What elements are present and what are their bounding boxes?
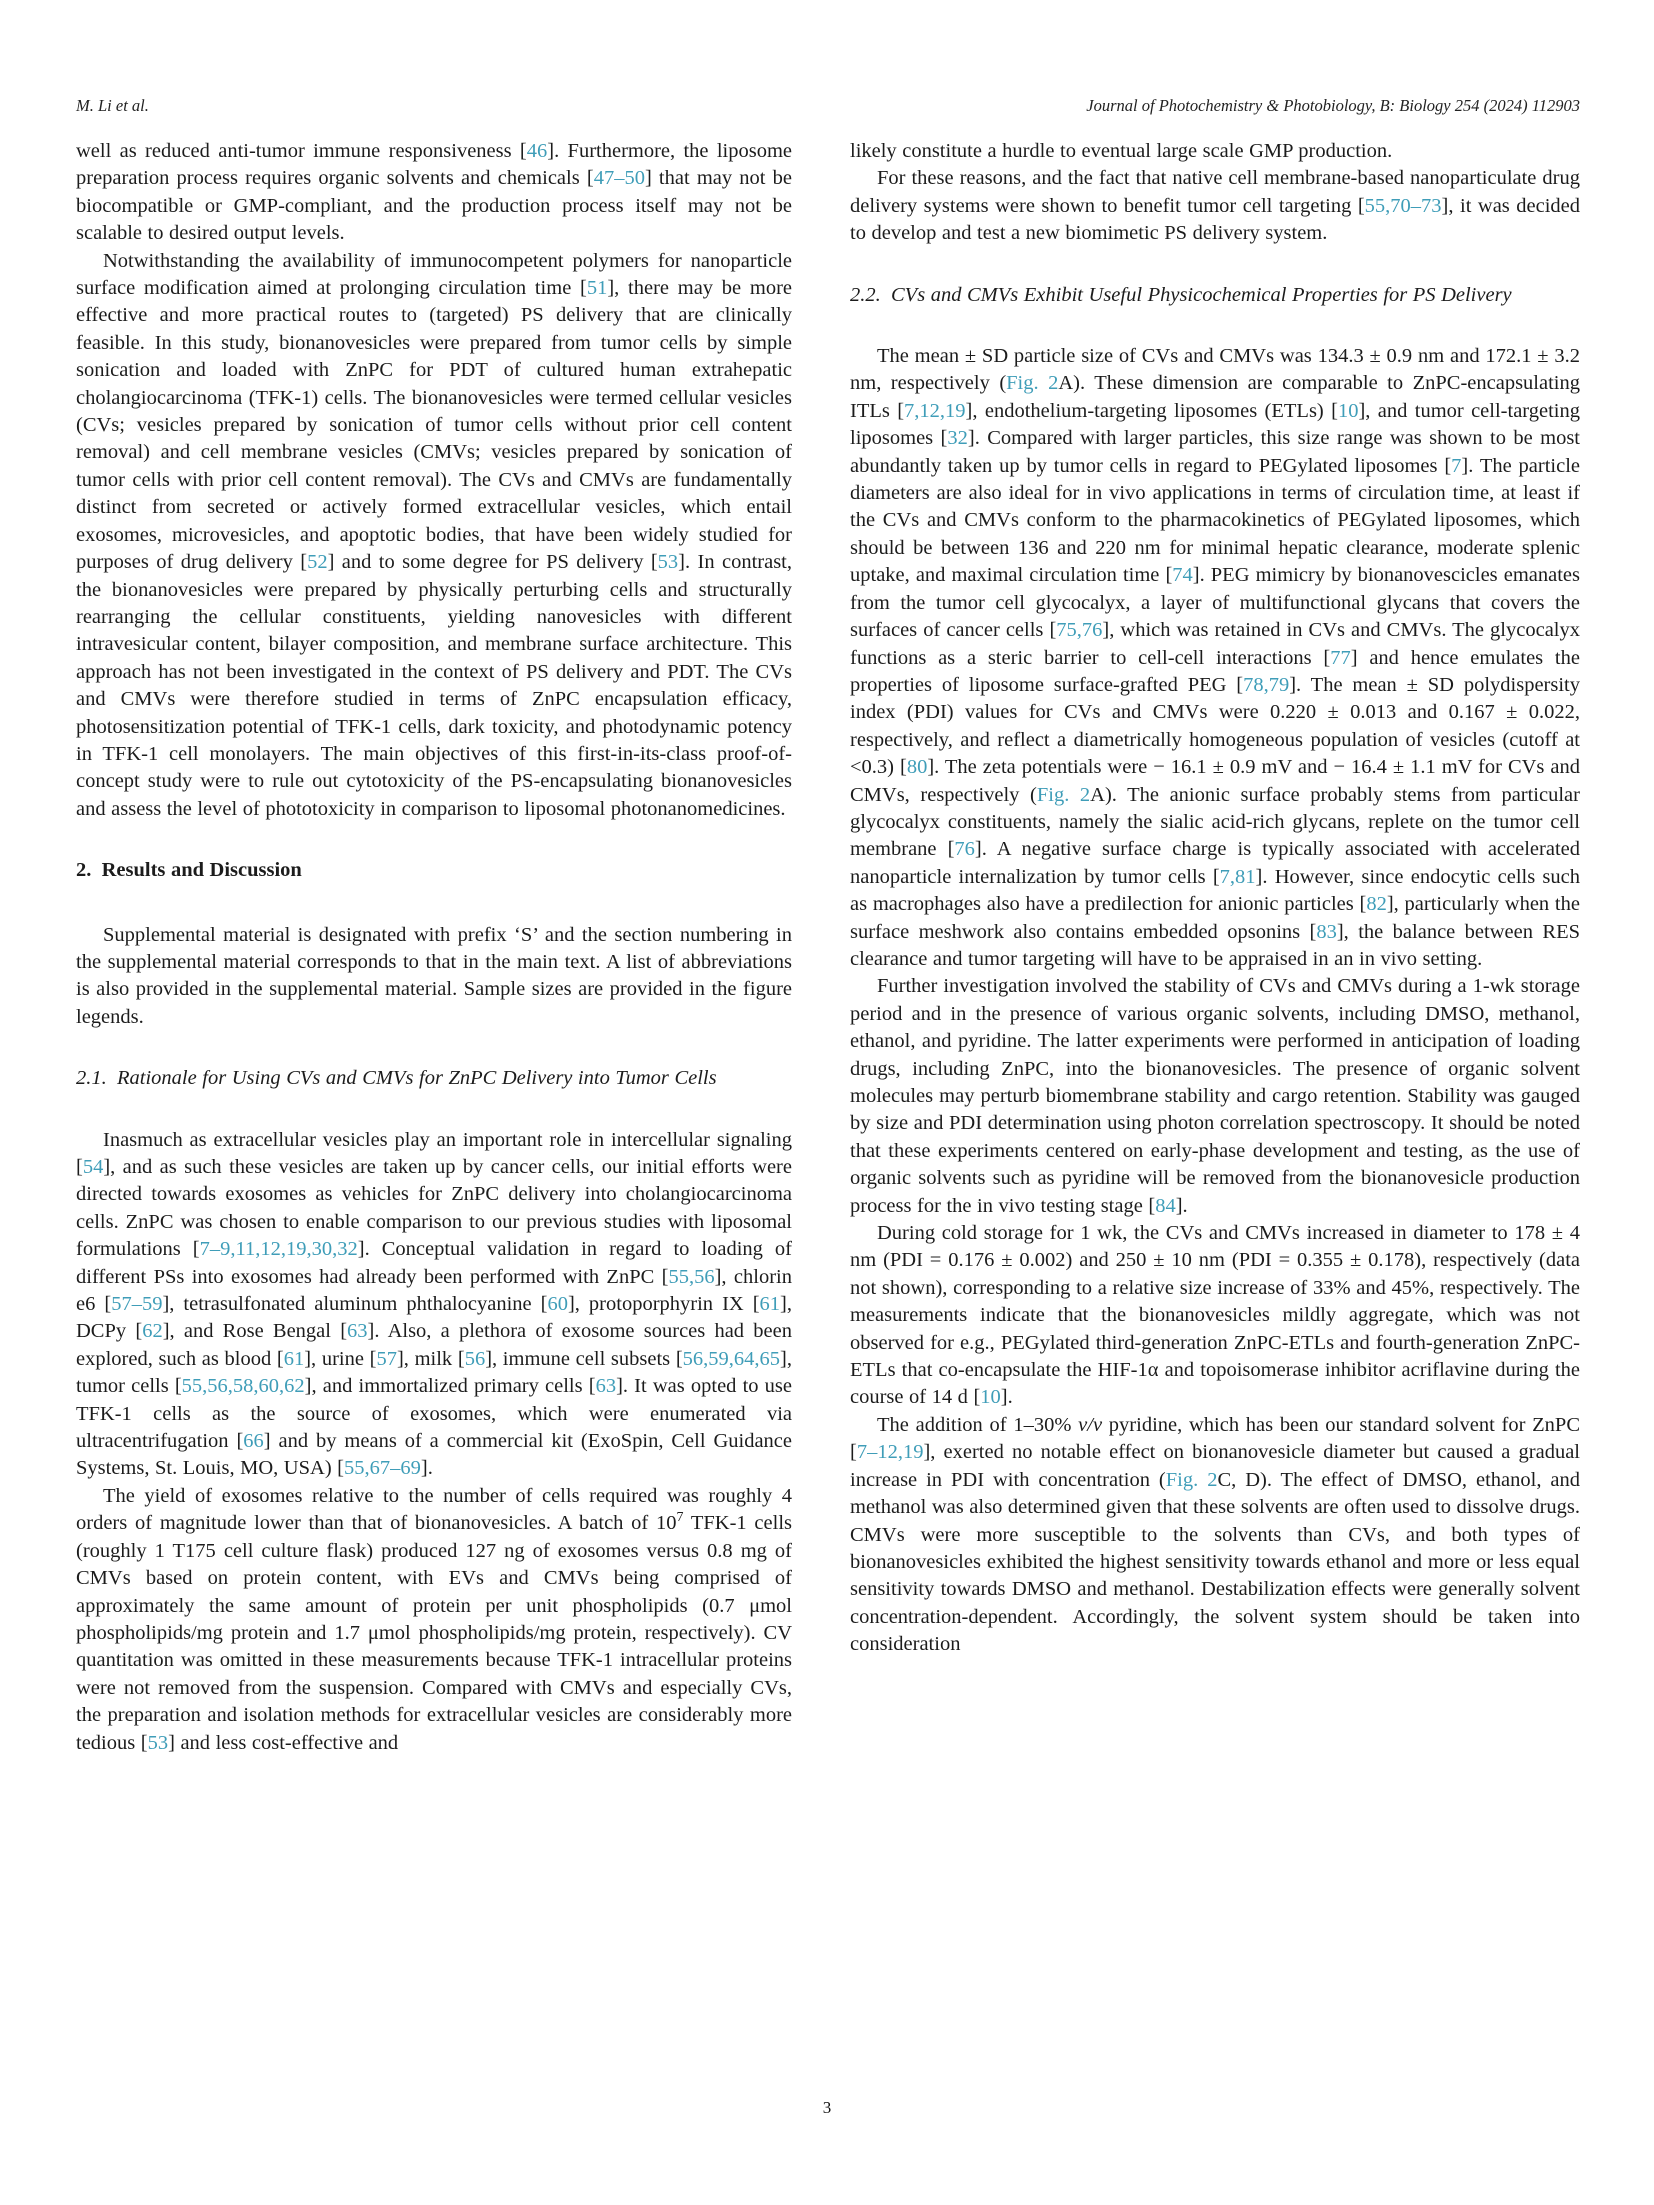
paragraph: The addition of 1–30% v/v pyridine, which has been our standard solvent for ZnPC [7–12,19], exerted no notable effect on bionanovesicle diameter but caused a gradual increase in PDI with concentration (Fig. 2C, D). The effect of DMSO, ethanol, and methanol was also determined given that these solvents are often used to dissolve drugs. CMVs were more susceptible to the solvents than CVs, and both types of bionanovesicles exhibited the highest sensitivity towards ethanol and more or less equal sensitivity towards DMSO and methanol. Destabilization effects were generally solvent concentration-dependent. Accordingly, the solvent system should be taken into consideration <box>850 1413 1581 1656</box>
citation-link[interactable]: 63 <box>595 1375 617 1398</box>
citation-link[interactable]: 61 <box>759 1293 781 1316</box>
citation-link[interactable]: 55,67–69 <box>344 1457 421 1480</box>
page-number: 3 <box>822 2098 832 2117</box>
citation-link[interactable]: 76 <box>954 838 975 861</box>
citation-link[interactable]: 80 <box>906 756 928 779</box>
paragraph: likely constitute a hurdle to eventual large scale GMP production. <box>850 140 1393 162</box>
citation-link[interactable]: 7,81 <box>1219 865 1256 888</box>
citation-link[interactable]: 84 <box>1155 1194 1176 1217</box>
citation-link[interactable]: 55,56,58,60,62 <box>181 1375 305 1398</box>
paragraph: Supplemental material is designated with prefix ‘S’ and the section numbering in the supplemental material corresponds to that in the main text. A list of abbreviations is also provided in the supplemental material. Sample sizes are provided in the figure legends. <box>76 923 792 1028</box>
paragraph: The yield of exosomes relative to the number of cells required was roughly 4 orders of magnitude lower than that of bionanovesicles. A batch of $10^7$ TFK-1 cells (roughly 1 T175 cell culture flask) produced 127 ng of exosomes versus 0.8 mg of CMVs based on protein content, with EVs and CMVs being comprised of approximately the same amount of protein per unit phospholipids (0.7 μmol phospholipids/mg protein and 1.7 μmol phospholipids/mg protein, respectively). CV quantitation was omitted in these measurements because TFK-1 intracellular proteins were not removed from the suspension. Compared with CMVs and especially CVs, the preparation and isolation methods for extracellular vesicles are considerably more tedious [53] and less cost-effective and <box>76 1484 792 1754</box>
paragraph: The mean ± SD particle size of CVs and CMVs was 134.3 ± 0.9 nm and 172.1 ± 3.2 nm, respectively (Fig. 2A). These dimension are comparable to ZnPC-encapsulating ITLs [7,12,19], endothelium-targeting liposomes (ETLs) [10], and tumor cell-targeting liposomes [32]. Compared with larger particles, this size range was shown to be most abundantly taken up by tumor cells in regard to PEGylated liposomes [7]. The particle diameters are also ideal for in vivo applications in terms of circulation time, at least if the CVs and CMVs conform to the pharmacokinetics of PEGylated liposomes, which should be between 136 and 220 nm for minimal hepatic clearance, moderate splenic uptake, and maximal circulation time [74]. PEG mimicry by bionanovescicles emanates from the tumor cell glycocalyx, a layer of multifunctional glycans that covers the surfaces of cancer cells [75,76], which was retained in CVs and CMVs. The glycocalyx functions as a steric barrier to cell-cell interactions [77] and hence emulates the properties of liposome surface-grafted PEG [78,79]. The mean ± SD polydispersity index (PDI) values for CVs and CMVs were 0.220 ± 0.013 and 0.167 ± 0.022, respectively, and reflect a diametrically homogeneous population of vesicles (cutoff at <0.3) [80]. The zeta potentials were − 16.1 ± 0.9 mV and − 16.4 ± 1.1 mV for CVs and CMVs, respectively (Fig. 2A). The anionic surface probably stems from particular glycocalyx constituents, namely the sialic acid-rich glycans, replete on the tumor cell membrane [76]. A negative surface charge is typically associated with accelerated nanoparticle internalization by tumor cells [7,81]. However, since endocytic cells such as macrophages also have a predilection for anionic particles [82], particularly when the surface meshwork also contains embedded opsonins [83], the balance between RES clearance and tumor targeting will have to be appraised in an in vivo setting. <box>850 345 1580 970</box>
citation-link[interactable]: 55,70–73 <box>1364 194 1442 217</box>
citation-link[interactable]: 7 <box>1451 454 1462 477</box>
paragraph: For these reasons, and the fact that native cell membrane-based nanoparticulate drug delivery systems were shown to benefit tumor cell targeting [55,70–73], it was decided to develop and test a new biomimetic PS delivery system. <box>850 167 1581 245</box>
citation-link[interactable]: 7–9,11,12,19,30,32 <box>199 1238 358 1261</box>
citation-link[interactable]: 75,76 <box>1056 619 1103 642</box>
citation-link[interactable]: 53 <box>147 1731 169 1754</box>
journal-running-head: Journal of Photochemistry & Photobiology, B: Biology 254 (2024) 112903 <box>1086 96 1580 115</box>
citation-link[interactable]: 78,79 <box>1243 673 1290 696</box>
citation-link[interactable]: 62 <box>142 1320 163 1343</box>
citation-link[interactable]: 51 <box>586 277 608 300</box>
citation-link[interactable]: 10 <box>1337 399 1359 422</box>
citation-link[interactable]: 53 <box>657 551 679 574</box>
citation-link[interactable]: 7–12,19 <box>856 1441 924 1464</box>
section-heading: 2. Results and Discussion <box>76 859 302 882</box>
citation-link[interactable]: 66 <box>243 1430 264 1453</box>
citation-link[interactable]: 7,12,19 <box>904 399 966 422</box>
citation-link[interactable]: Fig. 2 <box>1036 783 1091 806</box>
left-column <box>76 138 792 1757</box>
citation-link[interactable]: 57 <box>376 1347 397 1370</box>
italic-text: v/v <box>1078 1413 1103 1436</box>
citation-link[interactable]: 54 <box>82 1156 104 1178</box>
citation-link[interactable]: 55,56 <box>668 1265 715 1288</box>
citation-link[interactable]: 83 <box>1316 920 1337 943</box>
subsection-heading: 2.1. Rationale for Using CVs and CMVs for ZnPC Delivery into Tumor Cells <box>76 1067 717 1090</box>
citation-link[interactable]: 60 <box>547 1293 568 1316</box>
citation-link[interactable]: 57–59 <box>111 1293 163 1316</box>
citation-link[interactable]: 63 <box>347 1320 368 1343</box>
paragraph: Further investigation involved the stability of CVs and CMVs during a 1-wk storage period and in the presence of various organic solvents, including DMSO, methanol, ethanol, and pyridine. The latter experiments were performed in anticipation of loading drugs, including ZnPC, into the bionanovesicles. The presence of organic solvent molecules may perturb biomembrane stability and cargo retention. Stability was gauged by size and PDI determination using photon correlation spectroscopy. It should be noted that these experiments centered on early-phase development and testing, as the use of organic solvents such as pyridine will be removed from the bionanovesicle production process for the in vivo testing stage [84]. <box>850 975 1580 1217</box>
superscript: 7 <box>676 1510 684 1526</box>
citation-link[interactable]: 56,59,64,65 <box>682 1347 781 1370</box>
citation-link[interactable]: 52 <box>307 551 328 574</box>
right-column <box>850 138 1580 1659</box>
citation-link[interactable]: 74 <box>1172 564 1193 587</box>
citation-link[interactable]: 61 <box>283 1347 305 1370</box>
paragraph: During cold storage for 1 wk, the CVs and CMVs increased in diameter to 178 ± 4 nm (PDI = 0.176 ± 0.002) and 250 ± 10 nm (PDI = 0.355 ± 0.178), respectively (data not shown), corresponding to a relative size increase of 33% and 45%, respectively. The measurements indicate that the bionanovesicles mildly aggregate, which was not observed for e.g., PEGylated third-generation ZnPC-ETLs and fourth-generation ZnPC-ETLs that co-encapsulate the HIF-1α and topoisomerase inhibitor acriflavine during the course of 14 d [10]. <box>850 1222 1580 1409</box>
citation-link[interactable]: 77 <box>1330 646 1351 669</box>
paragraph: Notwithstanding the availability of immunocompetent polymers for nanoparticle surface modification aimed at prolonging circulation time [51], there may be more effective and more practical routes to (targeted) PS delivery that are clinically feasible. In this study, bionanovesicles were prepared from tumor cells by simple sonication and loaded with ZnPC for PDT of cultured human extrahepatic cholangiocarcinoma (TFK-1) cells. The bionanovesicles were termed cellular vesicles (CVs; vesicles prepared by sonication of tumor cells without prior cell content removal) and cell membrane vesicles (CMVs; vesicles prepared by sonication of tumor cells with prior cell content removal). The CVs and CMVs are fundamentally distinct from secreted or actively formed extracellular vesicles, which entail exosomes, microvesicles, and apoptotic bodies, that have been widely studied for purposes of drug delivery [52] and to some degree for PS delivery [53]. In contrast, the bionanovesicles were prepared by physically perturbing cells and structurally rearranging the cellular constituents, yielding nanovesicles with different intravesicular content, bilayer composition, and membrane surface architecture. This approach has not been investigated in the context of PS delivery and PDT. The CVs and CMVs were therefore studied in terms of ZnPC encapsulation efficacy, photosensitization potential of TFK-1 cells, dark toxicity, and photodynamic potency in TFK-1 cell monolayers. The main objectives of this first-in-its-class proof-of-concept study were to rule out cytotoxicity of the PS-encapsulating bionanovesicles and assess the level of phototoxicity in comparison to liposomal photonanomedicines. <box>76 249 792 820</box>
citation-link[interactable]: 46 <box>526 140 548 162</box>
paragraph: Inasmuch as extracellular vesicles play an important role in intercellular signaling [54], and as such these vesicles are taken up by cancer cells, our initial efforts were directed towards exosomes as vehicles for ZnPC delivery into cholangiocarcinoma cells. ZnPC was chosen to enable comparison to our previous studies with liposomal formulations [7–9,11,12,19,30,32]. Conceptual validation in regard to loading of different PSs into exosomes had already been performed with ZnPC [55,56], chlorin e6 [57–59], tetrasulfonated aluminum phthalocyanine [60], protoporphyrin IX [61], DCPy [62], and Rose Bengal [63]. Also, a plethora of exosome sources had been explored, such as blood [61], urine [57], milk [56], immune cell subsets [56,59,64,65], tumor cells [55,56,58,60,62], and immortalized primary cells [63]. It was opted to use TFK-1 cells as the source of exosomes, which were enumerated via ultracentrifugation [66] and by means of a commercial kit (ExoSpin, Cell Guidance Systems, St. Louis, MO, USA) [55,67–69]. <box>76 1128 793 1480</box>
author-running-head: M. Li et al. <box>76 96 149 115</box>
citation-link[interactable]: Fig. 2 <box>1006 372 1059 395</box>
citation-link[interactable]: Fig. 2 <box>1165 1468 1218 1491</box>
citation-link[interactable]: 82 <box>1366 893 1387 916</box>
subsection-heading: 2.2. CVs and CMVs Exhibit Useful Physicochemical Properties for PS Delivery <box>850 283 1512 306</box>
paragraph: well as reduced anti-tumor immune responsiveness [46]. Furthermore, the liposome preparation process requires organic solvents and chemicals [47–50] that may not be biocompatible or GMP-compliant, and the production process itself may not be scalable to desired output levels. <box>76 140 793 245</box>
citation-link[interactable]: 56 <box>464 1347 486 1370</box>
citation-link[interactable]: 10 <box>980 1386 1001 1409</box>
citation-link[interactable]: 32 <box>947 427 968 450</box>
citation-link[interactable]: 47–50 <box>593 167 645 190</box>
